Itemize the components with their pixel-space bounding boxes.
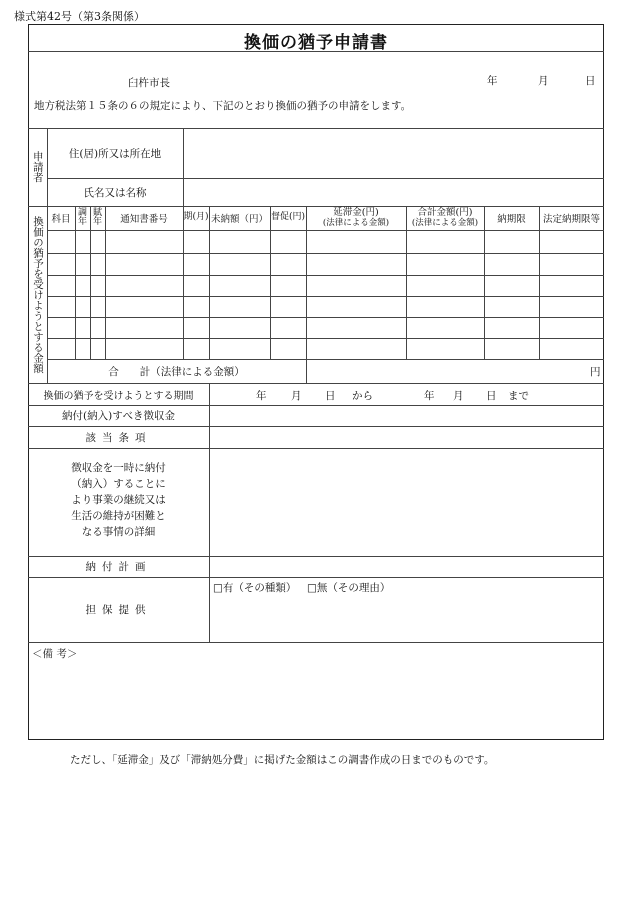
header-levied-year: 賦年 [92,208,102,227]
remarks-label: ＜備 考＞ [32,648,78,660]
address-label: 住(居)所又は所在地 [68,147,162,160]
footnote: ただし、「延滞金」及び「滞納処分費」に掲げた金額はこの調書作成の日までのものです。 [70,754,495,766]
header-subject: 科目 [51,214,71,225]
details-label [28,460,209,540]
applicant-section-label: 申請者 [31,151,44,183]
period-from: から [352,390,373,402]
address-field[interactable] [184,129,603,177]
period-month1: 月 [291,390,302,402]
details-line-5: なる事情の詳細 [81,526,156,538]
header-deadline: 納期限 [497,214,526,225]
collateral-label: 担保提供 [85,604,152,616]
header-total-title: 合計金額(円) [417,206,473,218]
clause-label: 該当条項 [85,431,152,444]
details-line-1: 徴収金を一時に納付 [71,462,166,474]
period-until: まで [508,390,529,402]
details-line-4: 生活の維持が困難と [71,510,166,522]
tax-section-label: 換価の猶予を受けようとする金額 [32,216,45,374]
form-title: 換価の猶予申請書 [244,33,388,53]
name-field[interactable] [184,179,603,205]
header-delinquency [306,206,406,230]
header-unpaid: 未納額（円） [210,214,268,225]
total-row-label: 合 計（法律による金額） [108,365,245,378]
date-day: 日 [585,75,596,87]
header-notice-number: 通知書番号 [120,214,168,225]
intro-text: 地方税法第１５条の６の規定により、下記のとおり換価の猶予の申請をします。 [34,100,412,112]
period-year2: 年 [424,390,435,402]
date-month: 月 [538,75,549,87]
header-total-note: (法律による金額) [411,218,479,229]
form-number: 様式第42号（第3条関係） [14,10,145,23]
total-unit: 円 [590,366,601,378]
header-legal-deadline: 法定納期限等 [542,214,600,225]
header-reminder: 督促(円) [270,212,306,223]
period-year1: 年 [256,390,267,402]
period-day2: 日 [486,390,497,402]
collateral-option-yes[interactable]: □有（その種類） [213,582,297,594]
title-divider [28,51,604,52]
addressee: 臼杵市長 [128,77,170,89]
header-assessed-year: 調年 [77,208,87,227]
header-delinquency-note: (法律による金額) [322,218,390,229]
details-line-2: （納入）することに [71,478,166,490]
period-day1: 日 [325,390,336,402]
amount-due-label: 納付(納入)すべき徴収金 [62,410,175,422]
name-label: 氏名又は名称 [83,186,147,199]
period-month2: 月 [453,390,464,402]
period-label: 換価の猶予を受けようとする期間 [43,390,194,402]
header-period: 期(月) [183,212,209,223]
header-delinquency-title: 延滞金(円) [333,206,379,218]
date-year: 年 [487,75,498,87]
header-total [406,206,484,230]
payment-plan-label: 納付計画 [85,561,152,573]
collateral-option-no[interactable]: □無（その理由） [307,582,391,594]
details-line-3: より事業の継続又は [71,494,166,506]
